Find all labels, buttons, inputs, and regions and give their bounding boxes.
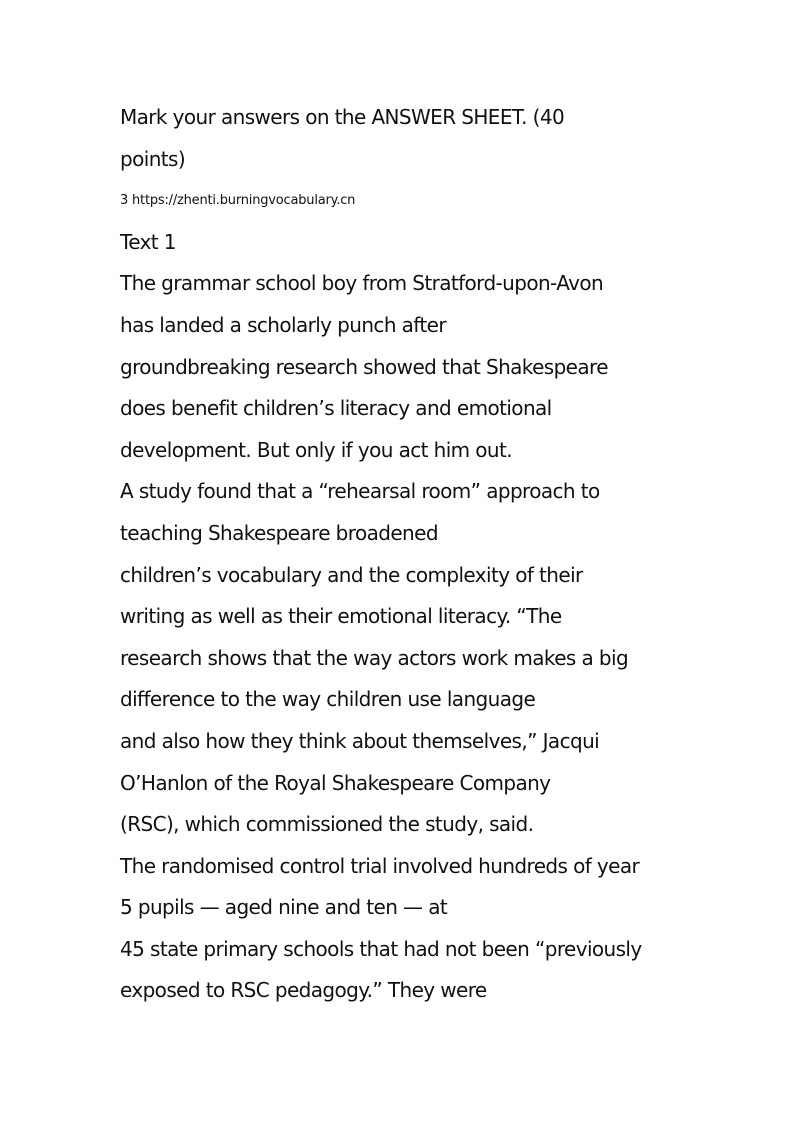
body-line: development. But only if you act him out. (120, 437, 513, 462)
instruction-line-1: Mark your answers on the ANSWER SHEET. (40 (120, 105, 565, 129)
body-line: writing as well as their emotional literacy. “The (120, 604, 562, 629)
body-line: and also how they think about themselves,” Jacqui (120, 728, 600, 753)
body-line: does benefit children’s literacy and emotional (120, 396, 552, 421)
body-line: 45 state primary schools that had not been “previously (120, 936, 642, 961)
body-line: research shows that the way actors work makes a big (120, 645, 629, 670)
body-line: groundbreaking research showed that Shakespeare (120, 354, 608, 379)
body-line: The randomised control trial involved hundreds of year (120, 853, 640, 878)
body-line: The grammar school boy from Stratford-upon-Avon (120, 271, 604, 296)
body-line: difference to the way children use language (120, 687, 536, 712)
page-content (120, 97, 720, 1012)
body-line: A study found that a “rehearsal room” approach to (120, 479, 600, 504)
body-line: 5 pupils — aged nine and ten — at (120, 895, 448, 920)
body-line: exposed to RSC pedagogy.” They were (120, 978, 487, 1003)
instruction-line-2: points) (120, 146, 186, 171)
body-line: O’Hanlon of the Royal Shakespeare Company (120, 770, 551, 795)
source-reference: 3 https://zhenti.burningvocabulary.cn (120, 193, 356, 209)
text-title: Text 1 (120, 229, 176, 254)
body-line: has landed a scholarly punch after (120, 312, 446, 337)
body-line: (RSC), which commissioned the study, said. (120, 812, 534, 837)
body-line: teaching Shakespeare broadened (120, 520, 438, 545)
body-line: children’s vocabulary and the complexity of their (120, 562, 583, 587)
